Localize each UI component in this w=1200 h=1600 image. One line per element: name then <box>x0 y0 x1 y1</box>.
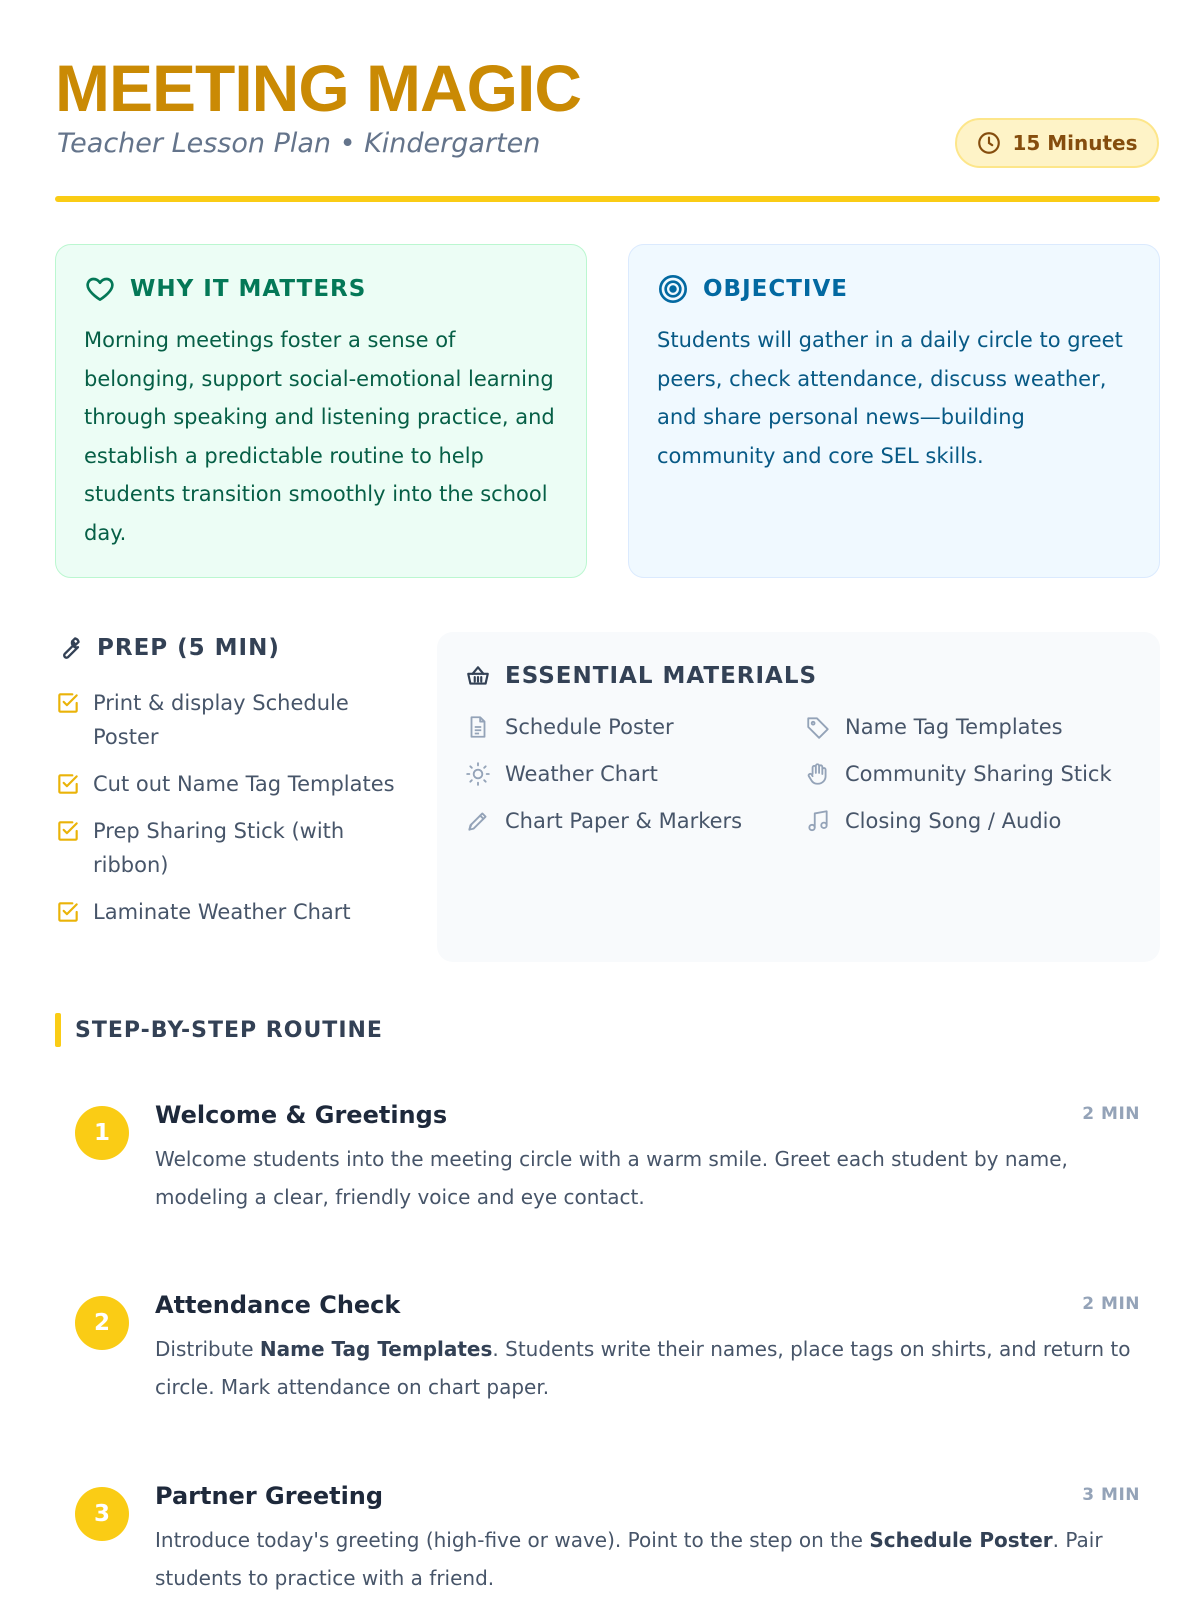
step-description <box>155 1330 1140 1406</box>
routine-heading-row <box>55 1014 383 1046</box>
essential-materials-panel <box>437 632 1160 962</box>
step-description-text: Introduce today's greeting (high-five or wave). Point to the step on the <box>155 1528 870 1552</box>
prep-item-label: Print & display Schedule Poster <box>93 691 349 749</box>
material-item <box>805 757 1145 791</box>
prep-heading: PREP (5 MIN) <box>97 635 280 661</box>
material-label: Schedule Poster <box>505 715 674 739</box>
prep-item-label: Prep Sharing Stick (with ribbon) <box>93 819 345 877</box>
material-item <box>805 804 1145 838</box>
checkbox-icon <box>55 771 81 797</box>
step-description-emphasis: Schedule Poster <box>869 1528 1053 1552</box>
objective-body: Students will gather in a daily circle to greet peers, check attendance, discuss weather, and share personal news—building community and core SEL skills. <box>657 328 1123 468</box>
page-title: MEETING MAGIC <box>55 51 581 125</box>
target-icon <box>657 273 689 305</box>
routine-accent-bar <box>55 1013 61 1047</box>
hand-icon <box>805 761 831 787</box>
step-title: Attendance Check <box>155 1291 401 1319</box>
step-description: Welcome students into the meeting circle with a warm smile. Greet each student by name, modeling a clear, friendly voice and eye contact. <box>155 1147 1068 1209</box>
checkbox-icon <box>55 818 81 844</box>
prep-checklist <box>55 686 395 942</box>
material-label: Weather Chart <box>505 762 658 786</box>
tag-icon <box>805 714 831 740</box>
objective-heading-row <box>657 273 848 305</box>
material-label: Name Tag Templates <box>845 715 1063 739</box>
prep-item[interactable] <box>55 686 395 754</box>
music-note-icon <box>805 808 831 834</box>
prep-item[interactable] <box>55 767 395 801</box>
materials-list <box>465 710 1145 838</box>
prep-item[interactable] <box>55 814 395 882</box>
heart-icon <box>84 273 116 305</box>
step-duration: 2 MIN <box>1082 1294 1140 1314</box>
prep-item-label: Laminate Weather Chart <box>93 900 351 924</box>
why-heading-row <box>84 273 366 305</box>
material-item <box>465 804 805 838</box>
material-item <box>465 710 805 744</box>
pen-icon <box>465 808 491 834</box>
routine-heading: STEP-BY-STEP ROUTINE <box>75 1017 383 1043</box>
step-description-text: . Pair students to practice with a friend. <box>155 1528 1103 1590</box>
prep-heading-row <box>55 632 280 664</box>
material-label: Community Sharing Stick <box>845 762 1112 786</box>
step-description-emphasis: Name Tag Templates <box>259 1337 493 1361</box>
step-number-badge: 2 <box>75 1296 129 1350</box>
prep-item-label: Cut out Name Tag Templates <box>93 772 395 796</box>
sun-icon <box>465 761 491 787</box>
step-title: Welcome & Greetings <box>155 1101 448 1129</box>
basket-icon <box>465 663 491 689</box>
checkbox-icon <box>55 899 81 925</box>
duration-badge <box>955 118 1159 168</box>
step-number-badge: 1 <box>75 1106 129 1160</box>
step-description <box>155 1521 1140 1597</box>
document-icon <box>465 714 491 740</box>
objective-card <box>628 244 1160 578</box>
material-label: Chart Paper & Markers <box>505 809 743 833</box>
step-description-text: . Students write their names, place tags on shirts, and return to circle. Mark attendance on chart paper. <box>155 1337 1131 1399</box>
step-number-badge: 3 <box>75 1487 129 1541</box>
prep-item[interactable] <box>55 895 395 929</box>
step-description-text: Distribute <box>155 1337 260 1361</box>
materials-heading-row <box>465 660 817 692</box>
step-duration: 2 MIN <box>1082 1104 1140 1124</box>
duration-label: 15 Minutes <box>1012 131 1138 155</box>
step-title: Partner Greeting <box>155 1482 384 1510</box>
page-subtitle: Teacher Lesson Plan • Kindergarten <box>57 128 541 159</box>
checkbox-icon <box>55 690 81 716</box>
why-heading: WHY IT MATTERS <box>130 276 367 302</box>
header-divider <box>55 196 1160 202</box>
wrench-icon <box>55 634 83 662</box>
clock-icon <box>976 130 1002 156</box>
material-label: Closing Song / Audio <box>845 809 1062 833</box>
step-duration: 3 MIN <box>1082 1485 1140 1505</box>
objective-heading: OBJECTIVE <box>703 276 848 302</box>
why-it-matters-card <box>55 244 587 578</box>
why-body: Morning meetings foster a sense of belonging, support social-emotional learning through speaking and listening practice, and establish a predictable routine to help students transition smoothly into the school day. <box>84 328 555 545</box>
material-item <box>465 757 805 791</box>
material-item <box>805 710 1145 744</box>
materials-heading: ESSENTIAL MATERIALS <box>505 663 818 689</box>
